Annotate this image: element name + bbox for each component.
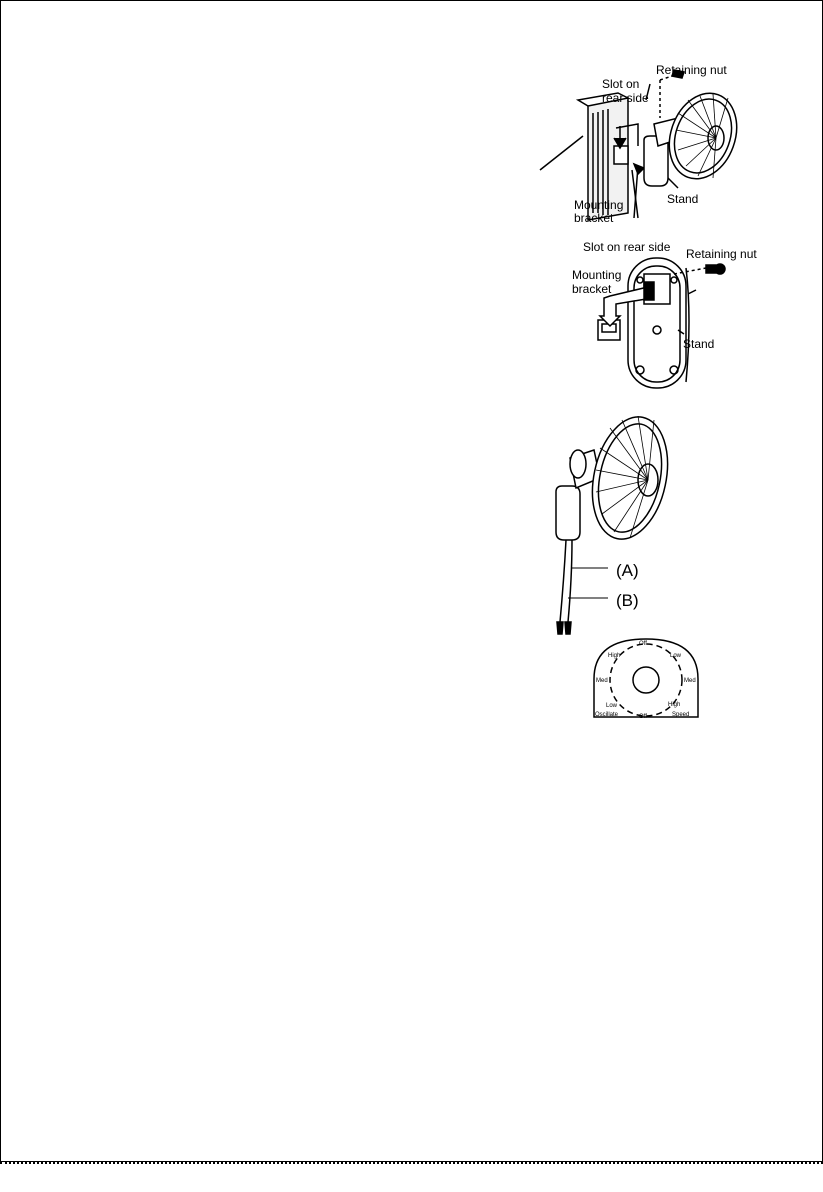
figure-pull-cords <box>550 408 680 636</box>
mounting-label-line2: bracket <box>574 211 614 225</box>
figure-stand-rear <box>568 238 773 398</box>
slot-label-line1: Slot on <box>602 77 640 91</box>
dial-med-right: Med <box>684 678 696 684</box>
dial-high-left: High <box>608 653 621 659</box>
stand-rear-illustration <box>628 258 689 388</box>
dial-off-bottom: Off <box>639 714 647 720</box>
retaining-nut-label: Retaining nut <box>656 63 727 77</box>
cord-b-label: (B) <box>616 591 639 610</box>
dial-high-right: High <box>668 702 681 708</box>
cord-a-label: (A) <box>616 561 639 580</box>
bottom-dotted-rule <box>0 1162 823 1164</box>
dial-oscillate: Oscillate <box>595 712 619 718</box>
dial-low-left: Low <box>606 703 618 709</box>
slot-label-line2: rear side <box>602 91 649 105</box>
stand-label: Stand <box>667 192 699 206</box>
figure-wall-mount <box>538 58 738 223</box>
dial-off-top: Off <box>639 641 647 647</box>
stand-label-2: Stand <box>683 337 715 351</box>
mounting-label-2-line2: bracket <box>572 282 612 296</box>
retaining-nut-label-2: Retaining nut <box>686 247 757 261</box>
dial-speed: Speed <box>672 712 690 718</box>
dial-low-right: Low <box>670 653 682 659</box>
slot-rear-label: Slot on rear side <box>583 240 671 254</box>
dial-med-left: Med <box>596 678 608 684</box>
figure-control-dial <box>592 637 700 719</box>
mounting-label-2-line1: Mounting <box>572 268 622 282</box>
mounting-label-line1: Mounting <box>574 198 624 212</box>
fan-illustration <box>644 70 748 188</box>
